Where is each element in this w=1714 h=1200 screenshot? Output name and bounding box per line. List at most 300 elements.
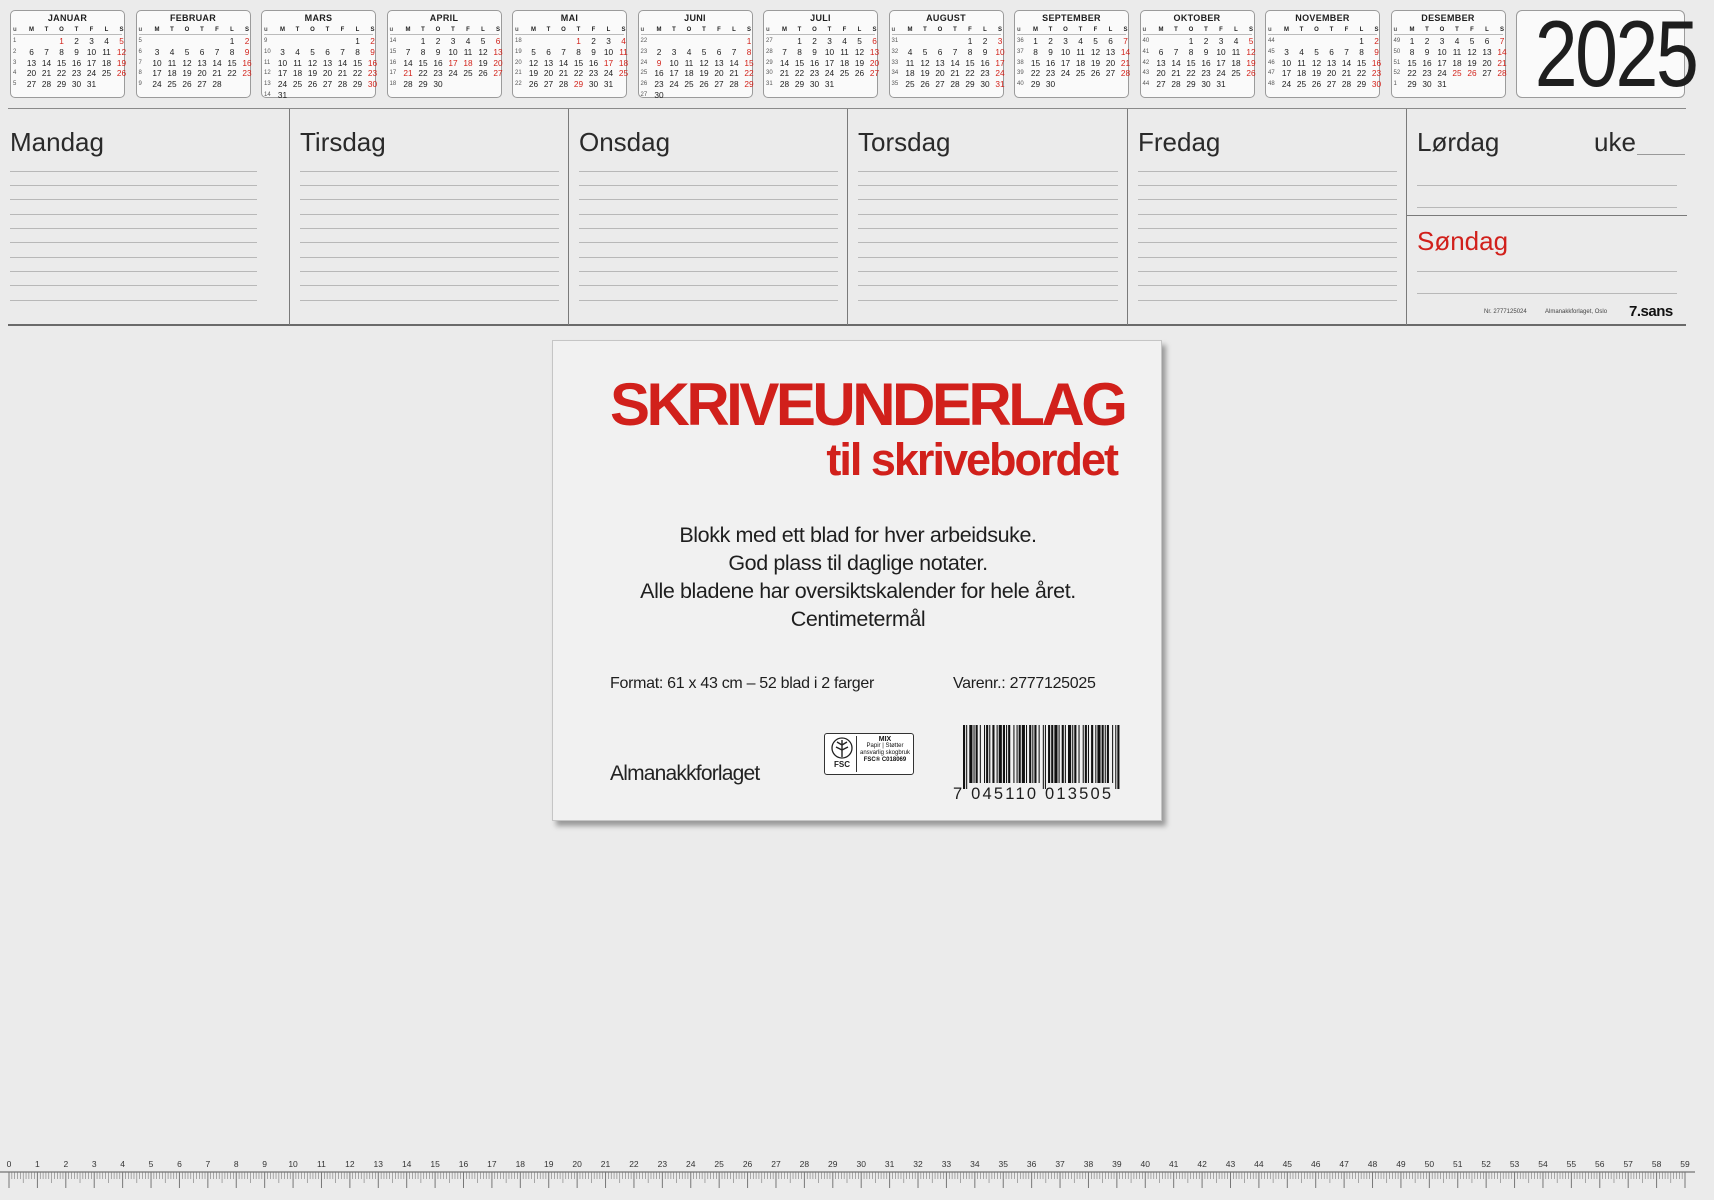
date-cell: 5 [701,46,707,57]
ruler-label: 44 [1254,1159,1264,1169]
week-number: 12 [264,70,271,77]
writing-line [858,171,1118,172]
date-cell: 31 [1216,79,1226,90]
date-cell: 22 [418,68,428,79]
writing-line [300,242,559,243]
week-number: 34 [891,70,899,77]
date-cell: 4 [842,36,847,46]
weekday-header [13,25,122,35]
month-name: FEBRUAR [169,13,217,23]
date-cell: 2 [1424,36,1430,46]
week-row [766,79,875,90]
date-cell: 14 [1341,57,1352,68]
month-grid [515,25,629,90]
week-number: 29 [766,59,773,66]
month-name: AUGUST [926,13,966,23]
date-cell: 30 [809,79,820,90]
date-cell: 8 [797,46,802,57]
date-cell: 7 [44,46,49,57]
date-cell: 19 [182,68,192,79]
date-cell: 3 [1439,36,1445,46]
date-cell: 27 [714,79,724,90]
writing-line [858,285,1118,286]
date-cell: 31 [277,89,288,100]
date-cell: 17 [669,68,679,79]
date-cell: 23 [980,68,990,79]
ruler-label: 55 [1566,1159,1577,1169]
week-row [515,57,629,69]
date-cell: 27 [1326,79,1337,90]
weekday-header [1268,25,1377,35]
month-grid [1268,25,1382,90]
date-cell: 6 [1108,36,1113,46]
date-cell: 2 [435,36,441,46]
month-grid [264,25,378,101]
year-calendar-strip [0,0,1695,110]
date-cell: 19 [1090,57,1101,68]
date-cell: 22 [1186,68,1196,79]
weekday-label: O [310,27,315,33]
fsc-logo-text: FSC [834,760,850,769]
date-cell: 3 [89,36,94,46]
date-cell: 1 [355,36,360,46]
month-name: OKTOBER [1173,13,1221,23]
weekday-label: F [1344,27,1349,33]
barcode-bar [1003,725,1005,783]
writing-line [1138,242,1397,243]
date-cell: 3 [450,36,456,46]
date-cell: 6 [937,46,943,57]
barcode-bar [989,725,990,783]
month-calendar [136,10,251,98]
ruler-label: 13 [373,1159,384,1169]
barcode-bar [999,725,1002,783]
week-row [515,46,628,58]
date-cell: 6 [495,36,501,46]
date-cell: 27 [1156,79,1166,90]
weekday-label: O [1063,27,1068,33]
description-line: Blokk med ett blad for hver arbeidsuke. [679,523,1037,547]
week-number: 31 [766,81,773,88]
date-cell: 20 [1326,68,1337,79]
ruler-label: 20 [572,1159,582,1169]
date-cell: 9 [591,46,596,57]
barcode-bar [992,725,994,783]
ruler-label: 4 [120,1159,125,1169]
ruler-label: 50 [1424,1159,1435,1169]
barcode-bar [1102,725,1104,783]
barcode-number: 7 045110 013505 [953,785,1114,803]
date-cell: 30 [1201,79,1211,90]
weekday-label: M [1033,27,1038,33]
date-cell: 1 [967,36,973,46]
week-row [891,68,1005,79]
date-cell: 20 [322,68,333,79]
ruler-label: 56 [1595,1159,1605,1169]
date-cell: 23 [588,68,599,79]
weekday-label: M [1409,27,1415,33]
ruler-label: 21 [600,1159,611,1169]
ruler-label: 39 [1112,1159,1122,1169]
date-cell: 17 [995,57,1005,68]
date-cell: 14 [1120,46,1131,57]
barcode-bar [1043,725,1044,789]
date-cell: 1 [1359,36,1364,46]
week-number: 42 [1142,59,1150,66]
date-cell: 7 [561,46,566,57]
weekday-label: L [481,27,485,33]
month-grid [1142,25,1256,90]
week-row [766,46,880,58]
writing-line [1138,185,1397,186]
date-cell: 19 [699,68,709,79]
writing-line [858,199,1118,200]
weekday-label: M [1284,27,1289,33]
writing-line [579,242,838,243]
date-cell: 9 [1424,46,1430,57]
writing-line [1417,185,1677,186]
ruler-label: 3 [91,1159,97,1169]
date-cell: 1 [1033,36,1038,46]
date-cell: 5 [184,46,190,57]
date-cell: 8 [229,46,235,57]
weekday-header [515,25,624,35]
date-cell: 21 [212,68,222,79]
week-row [139,79,248,90]
ruler-label: 52 [1481,1159,1491,1169]
date-cell: 19 [1311,68,1322,79]
date-cell: 10 [669,57,679,68]
date-cell: 31 [995,79,1005,90]
week-row [1268,79,1382,90]
week-number: 39 [1017,70,1024,77]
week-row [891,79,1005,90]
week-number: 22 [515,81,522,88]
date-cell: 6 [716,46,722,57]
date-cell: 14 [212,57,222,68]
date-cell: 18 [1231,57,1241,68]
weekday-header [139,25,248,35]
week-number: 45 [1268,48,1275,55]
weekday-label: T [1048,27,1053,33]
ruler-label: 59 [1680,1159,1690,1169]
month-name: JUNI [684,13,706,23]
week-number: 19 [515,48,522,55]
week-row [1017,36,1126,47]
date-cell: 1 [746,36,752,46]
week-number: 13 [264,81,271,88]
footer-publisher: Almanakkforlaget, Oslo [1545,309,1608,315]
weekday-label: L [355,27,360,33]
weekday-label: L [1359,27,1364,33]
date-cell: 18 [101,57,112,68]
date-cell: 28 [1171,79,1181,90]
ruler-label: 23 [657,1159,668,1169]
product-number: Varenr.: 2777125025 [953,675,1096,692]
weekday-label: u [13,27,17,33]
barcode-bar [1006,725,1007,783]
date-cell: 11 [619,46,628,57]
date-cell: 22 [1030,68,1041,79]
card-description [553,521,1163,633]
date-cell: 24 [824,68,835,79]
barcode-bar [969,725,972,783]
barcode-bar [1083,725,1084,783]
date-cell: 3 [671,46,677,57]
date-cell: 10 [1060,46,1071,57]
date-cell: 27 [869,68,880,79]
barcode-bar [1117,725,1119,789]
week-number: 38 [1017,59,1024,66]
barcode-bar [1085,725,1087,783]
date-cell: 3 [1284,46,1289,57]
date-cell: 14 [950,57,960,68]
week-number: 1 [1393,81,1397,88]
week-number: 6 [138,48,142,55]
date-cell: 24 [1281,79,1292,90]
week-number: 33 [891,59,899,66]
weekday-label: S [244,27,249,33]
week-number: 26 [640,81,648,88]
date-cell: 29 [1030,79,1041,90]
date-cell: 19 [1246,57,1256,68]
writing-line [300,228,559,229]
date-cell: 30 [1045,79,1056,90]
date-cell: 26 [1090,68,1101,79]
week-row [1017,57,1131,69]
ruler-label: 49 [1396,1159,1406,1169]
date-cell: 18 [905,68,915,79]
weekday-label: F [842,27,847,33]
product-info-card [552,340,1162,821]
date-cell: 26 [116,68,127,79]
date-cell: 17 [603,57,614,68]
weekday-label: T [451,27,455,33]
date-cell: 3 [1063,36,1068,46]
date-cell: 22 [794,68,805,79]
week-number: 47 [1268,70,1275,77]
date-cell: 25 [292,79,303,90]
week-number: 40 [1142,38,1150,44]
weekday-label: S [119,27,124,33]
barcode-bar [1019,725,1021,783]
date-cell: 21 [1171,68,1181,79]
week-number: 1 [13,38,17,44]
date-cell: 26 [699,79,709,90]
week-number: 48 [1268,81,1275,88]
week-number: 31 [891,38,899,44]
date-cell: 6 [325,46,330,57]
ruler-label: 33 [941,1159,952,1169]
barcode [963,725,1121,791]
barcode-bar [1091,725,1093,783]
barcode-bar [1079,725,1080,783]
weekday-label: T [44,27,49,33]
month-grid [891,25,1005,90]
date-cell: 29 [1186,79,1196,90]
week-number: 8 [138,70,142,77]
date-cell: 16 [71,57,82,68]
weekday-header [264,25,373,35]
ruler-label: 41 [1168,1159,1179,1169]
date-cell: 25 [684,79,694,90]
barcode-bar [1059,725,1060,783]
description-line: Alle bladene har oversiktskalender for hele året. [640,579,1076,603]
month-grid [389,25,503,90]
date-cell: 10 [1437,46,1447,57]
brand-logo: 7.sans [1629,303,1673,320]
date-cell: 11 [905,57,915,68]
writing-line [1138,285,1397,286]
weekday-label: T [295,27,300,33]
date-cell: 26 [478,68,488,79]
weekday-label: O [435,27,441,33]
weekday-label: F [591,27,596,33]
fsc-mix: MIX [878,736,892,743]
date-cell: 26 [920,79,930,90]
week-row [515,68,629,79]
week-row [641,90,750,101]
weekday-label: O [686,27,692,33]
date-cell: 7 [214,46,220,57]
writing-line [1138,171,1397,172]
barcode-bar [1097,725,1100,783]
date-cell: 12 [182,57,192,68]
date-cell: 7 [1344,46,1349,57]
weekday-label: T [325,27,330,33]
weekday-label: O [812,27,817,33]
date-cell: 2 [1374,36,1379,46]
date-cell: 20 [493,57,503,68]
date-cell: 14 [729,57,739,68]
date-cell: 24 [1216,68,1226,79]
date-cell: 22 [573,68,584,79]
week-row [766,68,880,79]
date-cell: 17 [152,68,162,79]
month-calendar [387,10,502,98]
date-cell: 10 [995,46,1005,57]
weekday-header [1143,25,1252,35]
date-cell: 11 [102,46,111,57]
barcode-bar [1065,725,1066,783]
date-cell: 28 [212,79,222,90]
week-row [139,47,248,58]
month-grid [640,25,754,101]
date-cell: 18 [839,57,850,68]
date-cell: 24 [277,79,288,90]
weekday-label: M [907,27,913,33]
week-planner [8,108,1686,326]
ruler-label: 10 [288,1159,298,1169]
week-row [13,46,127,58]
ruler-label: 12 [345,1159,355,1169]
month-calendar [1140,10,1255,98]
week-row [1143,79,1252,90]
date-cell: 28 [950,79,960,90]
day-label-sunday: Søndag [1417,226,1509,256]
date-cell: 5 [1469,36,1475,46]
date-cell: 22 [56,68,67,79]
date-cell: 28 [41,79,52,90]
card-subtitle: til skrivebordet [826,434,1117,485]
date-cell: 22 [1356,68,1367,79]
date-cell: 28 [558,79,569,90]
date-cell: 7 [1173,46,1179,57]
date-cell: 23 [1371,68,1382,79]
date-cell: 20 [935,68,945,79]
date-cell: 5 [531,46,536,57]
date-cell: 10 [448,46,458,57]
date-cell: 2 [591,36,596,46]
week-row [1017,79,1126,90]
date-cell: 29 [418,79,428,90]
month-calendar [889,10,1004,98]
date-cell: 24 [1060,68,1071,79]
month-name: DESEMBER [1421,13,1475,23]
ruler-label: 37 [1055,1159,1065,1169]
date-cell: 29 [56,79,67,90]
weekday-label: F [466,27,470,33]
date-cell: 17 [1281,68,1292,79]
weekday-label: F [717,27,721,33]
week-row [138,68,252,79]
fsc-code: FSC® C018069 [863,757,907,763]
weekday-header [390,25,499,35]
date-cell: 4 [295,46,300,57]
date-cell: 11 [1297,57,1306,68]
date-cell: 30 [1371,79,1382,90]
weekday-label: S [746,27,751,33]
date-cell: 8 [1409,46,1415,57]
date-cell: 14 [41,57,52,68]
date-cell: 28 [337,79,348,90]
date-cell: 8 [355,46,360,57]
writing-line [858,228,1118,229]
fsc-description: Papir | Støtter ansvarlig skogbruk [859,743,911,756]
writing-line [10,199,257,200]
date-cell: 23 [242,68,252,79]
week-row [641,47,750,58]
date-cell: 15 [965,57,975,68]
ruler-label: 6 [177,1159,182,1169]
date-cell: 23 [1422,68,1432,79]
date-cell: 2 [370,36,375,46]
ruler-label: 58 [1651,1159,1662,1169]
ruler-label: 15 [430,1159,440,1169]
week-row [1394,36,1503,47]
weekday-label: u [1393,27,1398,33]
date-cell: 21 [1341,68,1352,79]
date-cell: 5 [922,46,928,57]
date-cell: 9 [656,57,662,68]
date-cell: 25 [167,79,177,90]
date-cell: 26 [1467,68,1477,79]
writing-line [858,214,1118,215]
date-cell: 29 [1356,79,1367,90]
day-column-weekend [1406,109,1686,325]
weekday-header [641,25,750,35]
ruler-label: 8 [233,1159,239,1169]
barcode-bar [1062,725,1064,783]
date-cell: 20 [543,68,554,79]
date-cell: 24 [86,68,97,79]
date-cell: 25 [101,68,112,79]
date-cell: 14 [337,57,348,68]
writing-line [579,171,838,172]
weekday-label: M [280,27,285,33]
writing-line [300,257,559,258]
month-name: NOVEMBER [1295,13,1350,23]
